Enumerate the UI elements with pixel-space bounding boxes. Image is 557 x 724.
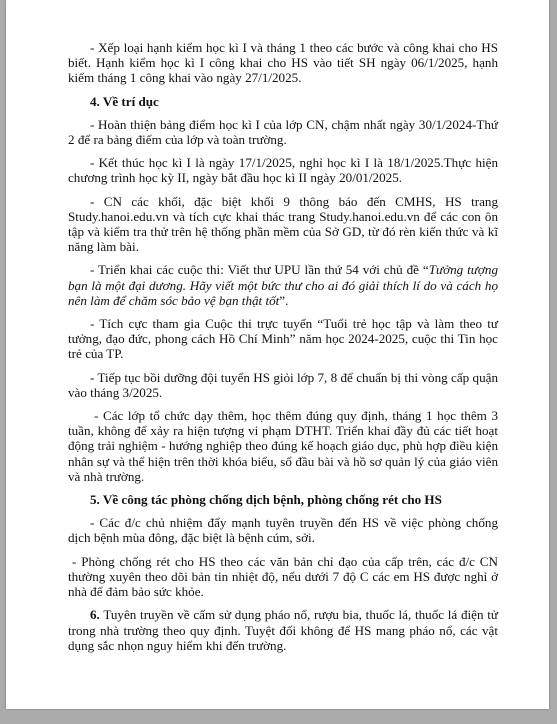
document-page (6, 0, 549, 709)
paragraph-semester-dates: - Kết thúc học kì I là ngày 17/1/2025, nghỉ học kì I là 18/1/2025.Thực hiện chương trình học kỳ II, ngày bắt đầu học kì II ngày 20/01/2025. (68, 155, 498, 186)
section-heading-disease-prevention: 5. Về công tác phòng chống dịch bệnh, phòng chống rét cho HS (90, 492, 442, 508)
paragraph-disease-awareness: - Các đ/c chủ nhiệm đẩy mạnh tuyên truyền đến HS về việc phòng chống dịch bệnh mùa đông, đặc biệt là bệnh cúm, sởi. (68, 515, 498, 546)
upu-text-before: - Triển khai các cuộc thi: Viết thư UPU lần thứ 54 với chủ đề “ (90, 262, 429, 278)
firecracker-ban-text: Tuyên truyền về cấm sử dụng pháo nổ, rượu bia, thuốc lá, thuốc lá điện tử trong nhà trường theo quy định. Tuyệt đối không để HS mang pháo nổ, các vật dụng sắc nhọn nguy hiểm khi đến trường. (68, 607, 498, 653)
paragraph-gifted-students: - Tiếp tục bồi dưỡng đội tuyển HS giỏi lớp 7, 8 để chuẩn bị thi vòng cấp quận vào tháng 3/2025. (68, 369, 498, 400)
paragraph-study-portal: - CN các khối, đặc biệt khối 9 thông báo đến CMHS, HS trang Study.hanoi.edu.vn và tích cực khai thác trang Study.hanoi.edu.vn để các con ôn tập và kiểm tra thử trên hệ thống phần mềm của Sở GD, từ đó rèn kiến thức và kĩ năng làm bài. (68, 193, 498, 255)
section-heading-intellectual-education: 4. Về trí dục (90, 93, 159, 109)
item-number-6: 6. (90, 607, 100, 623)
document-body (68, 40, 498, 653)
paragraph-extra-classes: - Các lớp tổ chức dạy thêm, học thêm đúng quy định, tháng 1 học thêm 3 tuần, không để xảy ra hiện tượng vi phạm DTHT. Triển khai đầy đủ các tiết hoạt động trải nghiệm - hướng nghiệp theo đúng kế hoạch giáo dục, phù hợp điều kiện nhân sự và thể hiện trên thời khóa biểu, sổ đầu bài và hồ sơ quản lý của giáo viên và nhà trường. (68, 408, 498, 484)
paragraph-conduct-ranking: - Xếp loại hạnh kiểm học kì I và tháng 1 theo các bước và công khai cho HS biết. Hạnh kiểm học kì I công khai cho HS vào tiết SH ngày 06/1/2025, hạnh kiểm tháng 1 công khai vào ngày 27/1/2025. (68, 40, 498, 86)
upu-topic-italic: Tưởng tượng bạn là một đại dương. Hãy viết một bức thư cho ai đó giải thích lí do và cách họ nên làm để chăm sóc bảo vệ bạn thật tốt (68, 262, 499, 308)
paragraph-upu-contest (68, 262, 498, 308)
paragraph-cold-prevention: - Phòng chống rét cho HS theo các văn bản chỉ đạo của cấp trên, các đ/c CN thường xuyên theo dõi bản tin nhiệt độ, nếu dưới 7 độ C các em HS được nghỉ ở nhà để đảm bảo sức khỏe. (68, 553, 498, 600)
paragraph-transcript: - Hoàn thiện bảng điểm học kì I của lớp CN, chậm nhất ngày 30/1/2024-Thứ 2 để ra bảng điểm của lớp và toàn trường. (68, 116, 498, 148)
upu-text-after: ”. (279, 292, 289, 308)
paragraph-firecracker-ban (68, 607, 498, 653)
paragraph-online-contest: - Tích cực tham gia Cuộc thi trực tuyến “Tuổi trẻ học tập và làm theo tư tưởng, đạo đức, phong cách Hồ Chí Minh” năm học 2024-2025, cuộc thi Tin học trẻ của TP. (68, 316, 498, 362)
